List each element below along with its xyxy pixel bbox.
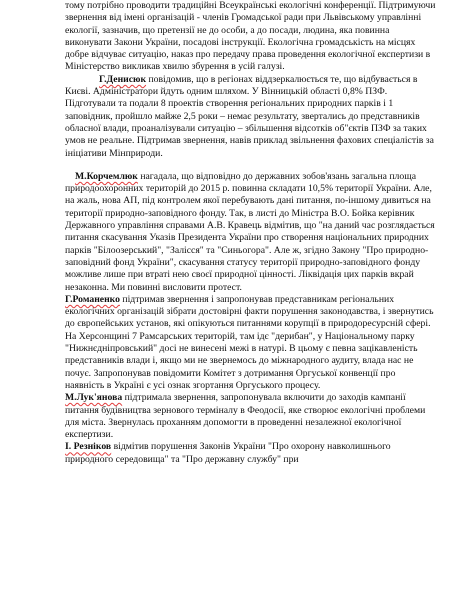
paragraph-reznikov (65, 441, 437, 466)
speaker-name: Г.Денисюк (99, 73, 147, 85)
paragraph-text: відмітив порушення Законів України "Про охорону навколишнього природного середовища" та "Про державну службу" при (65, 441, 391, 465)
paragraph-lukianova (65, 392, 437, 441)
paragraph-korchemliuk (65, 171, 437, 294)
paragraph-text: тому потрібно проводити традиційні Всеукраїнські екологічні конференції. Підтримуючи звернення від імені організацій - членів Громадської ради при Львівському управлінні екології, зазначив, що претензії не до особи, а до посади, людина, яка повинна виконувати Закони України, посадові інструкції. Екологічна громадськість на місцях добре відчуває ситуацію, наказ про передачу права проведення екологічної експертизи в Міністерство викликав хвилю збурення в усій галузі. (65, 0, 436, 73)
speaker-name: М.Корчемлюк (75, 170, 138, 182)
speaker-name: Г.Романенко (65, 293, 120, 305)
paragraph-text: підтримала звернення, запропонувала включити до заходів кампанії питання будівництва зернового терміналу в Феодосії, яке створює екологічні проблеми для міста. Звернулась проханням допомогти в проведенні незалежної екологічної експертизи. (65, 392, 426, 441)
speaker-name: М.Лук'янова (65, 392, 123, 404)
paragraph-conference (65, 0, 437, 74)
paragraph-text: повідомив, що в регіонах віддзеркалюється те, що відбувається в Києві. Адміністратори йдуть одним шляхом. У Вінницькій області 0,8% ПЗФ. Підготували та подали 8 проектів створення регіональних природних парків і 1 заповідник, пройшло майже 2,5 роки – немає результату, звертались до представників обласної влади, проаналізували ситуацію – збільшення відсотків об"єктів ПЗФ за таких умов не реальне. Підтримав звернення, навів приклад звільнення фахових спеціалістів за ініціативи Мінприроди. (65, 73, 434, 159)
paragraph-text: нагадала, що відповідно до державних зобов'язань загальна площа природоохоронних територій до 2015 р. повинна складати 10,5% території України. Але, на жаль, нова АП, під контролем якої перебувають дані питання, по-іншому дивиться на території природно-заповідного фонду. Так, в листі до Міністра В.О. Бойка керівник Державного управління справами А.В. Кравець відмітив, що "на даний час розглядається питання скасування Указів Президента України про створення національних природних парків "Білоозерський", "Залісся" та "Синьогора". Але ж, згідно Закону "Про природно-заповідний фонд України", скасування статусу території природно-заповідного фонду можливе лише при втраті нею своєї природної цінності. Ліквідація цих парків вкрай незаконна. Ми повинні висловити протест. (65, 170, 435, 293)
paragraph-text: підтримав звернення і запропонував представникам регіональних екологічних організацій зібрати достовірні факти порушення законодавства, і звернутись до європейських установ, які опікуються питаннями корупції в природоресурсній сфері. На Херсонщині 7 Рамсарських територій, там ідє "дерибан", у Національному парку "Нижнєдніпровський" досі не винесені межі в натурі. В цьому є певна зацікавленість представників влади і, якщо ми не звернемось до міжнародного аудиту, влада нас не почує. Запропонував повідомити Комітет з дотримання Оргуської конвенції про наявність в Україні є усі ознак згортання Оргуського процесу. (65, 293, 434, 391)
paragraph-denysiuk (65, 74, 437, 160)
speaker-name: І. Резніков (65, 441, 112, 453)
paragraph-romanenko (65, 294, 437, 392)
